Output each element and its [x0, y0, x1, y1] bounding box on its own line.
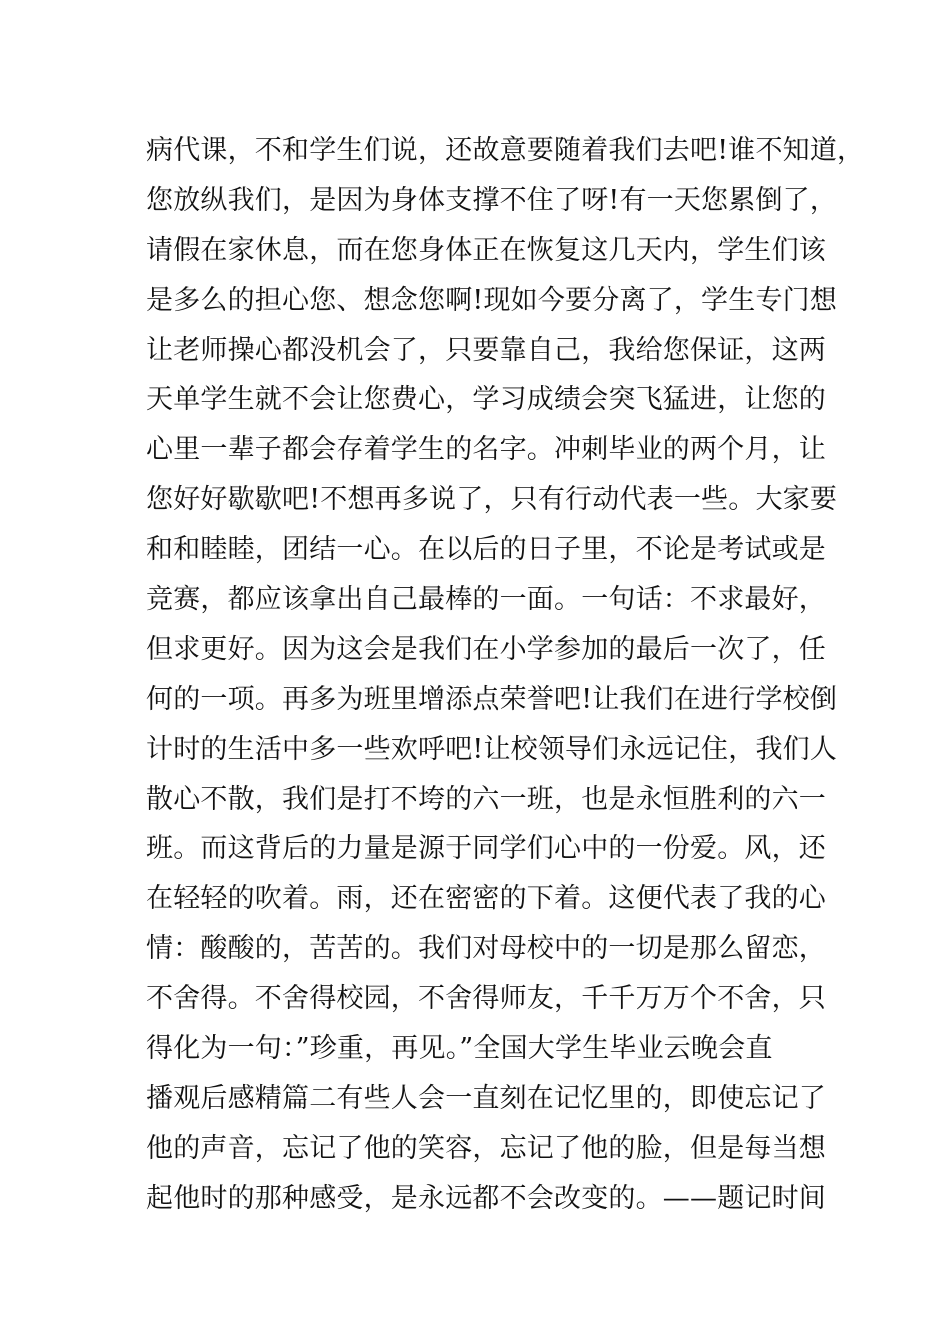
body-text [146, 126, 865, 1224]
text-line: 是多么的担心您、想念您啊!现如今要分离了，学生专门想 [146, 284, 838, 316]
text-line: 病代课，不和学生们说，还故意要随着我们去吧!谁不知道， [146, 135, 865, 166]
text-line: 情：酸酸的，苦苦的。我们对母校中的一切是那么留恋， [146, 933, 826, 965]
text-line: 得化为一句：”珍重，再见。”全国大学生毕业云晚会直 [146, 1033, 773, 1065]
text-line: 您放纵我们，是因为身体支撑不住了呀!有一天您累倒了， [146, 184, 838, 216]
text-line: 何的一项。再多为班里增添点荣誉吧!让我们在进行学校倒 [146, 683, 838, 715]
text-line: 竞赛，都应该拿出自己最棒的一面。一句话：不求最好， [146, 584, 826, 616]
text-line: 天单学生就不会让您费心，学习成绩会突飞猛进，让您的 [146, 384, 826, 416]
text-line: 散心不散，我们是打不垮的六一班，也是永恒胜利的六一 [146, 783, 826, 815]
text-line: 但求更好。因为这会是我们在小学参加的最后一次了，任 [146, 633, 826, 665]
text-line: 不舍得。不舍得校园，不舍得师友，千千万万个不舍，只 [146, 983, 826, 1015]
text-line: 您好好歇歇吧!不想再多说了，只有行动代表一些。大家要 [146, 484, 838, 516]
text-line: 心里一辈子都会存着学生的名字。冲刺毕业的两个月，让 [146, 434, 826, 466]
text-line: 起他时的那种感受，是永远都不会改变的。——题记时间 [146, 1182, 826, 1214]
text-line: 请假在家休息，而在您身体正在恢复这几天内，学生们该 [146, 234, 826, 266]
text-line: 班。而这背后的力量是源于同学们心中的一份爱。风，还 [146, 833, 826, 865]
text-line: 他的声音，忘记了他的笑容，忘记了他的脸，但是每当想 [146, 1132, 826, 1164]
text-line: 让老师操心都没机会了，只要靠自己，我给您保证，这两 [146, 334, 826, 366]
text-line: 和和睦睦，团结一心。在以后的日子里，不论是考试或是 [146, 534, 826, 566]
text-line: 在轻轻的吹着。雨，还在密密的下着。这便代表了我的心 [146, 883, 826, 915]
text-line: 计时的生活中多一些欢呼吧!让校领导们永远记住，我们人 [146, 733, 838, 765]
text-line: 播观后感精篇二有些人会一直刻在记忆里的，即使忘记了 [146, 1082, 826, 1114]
